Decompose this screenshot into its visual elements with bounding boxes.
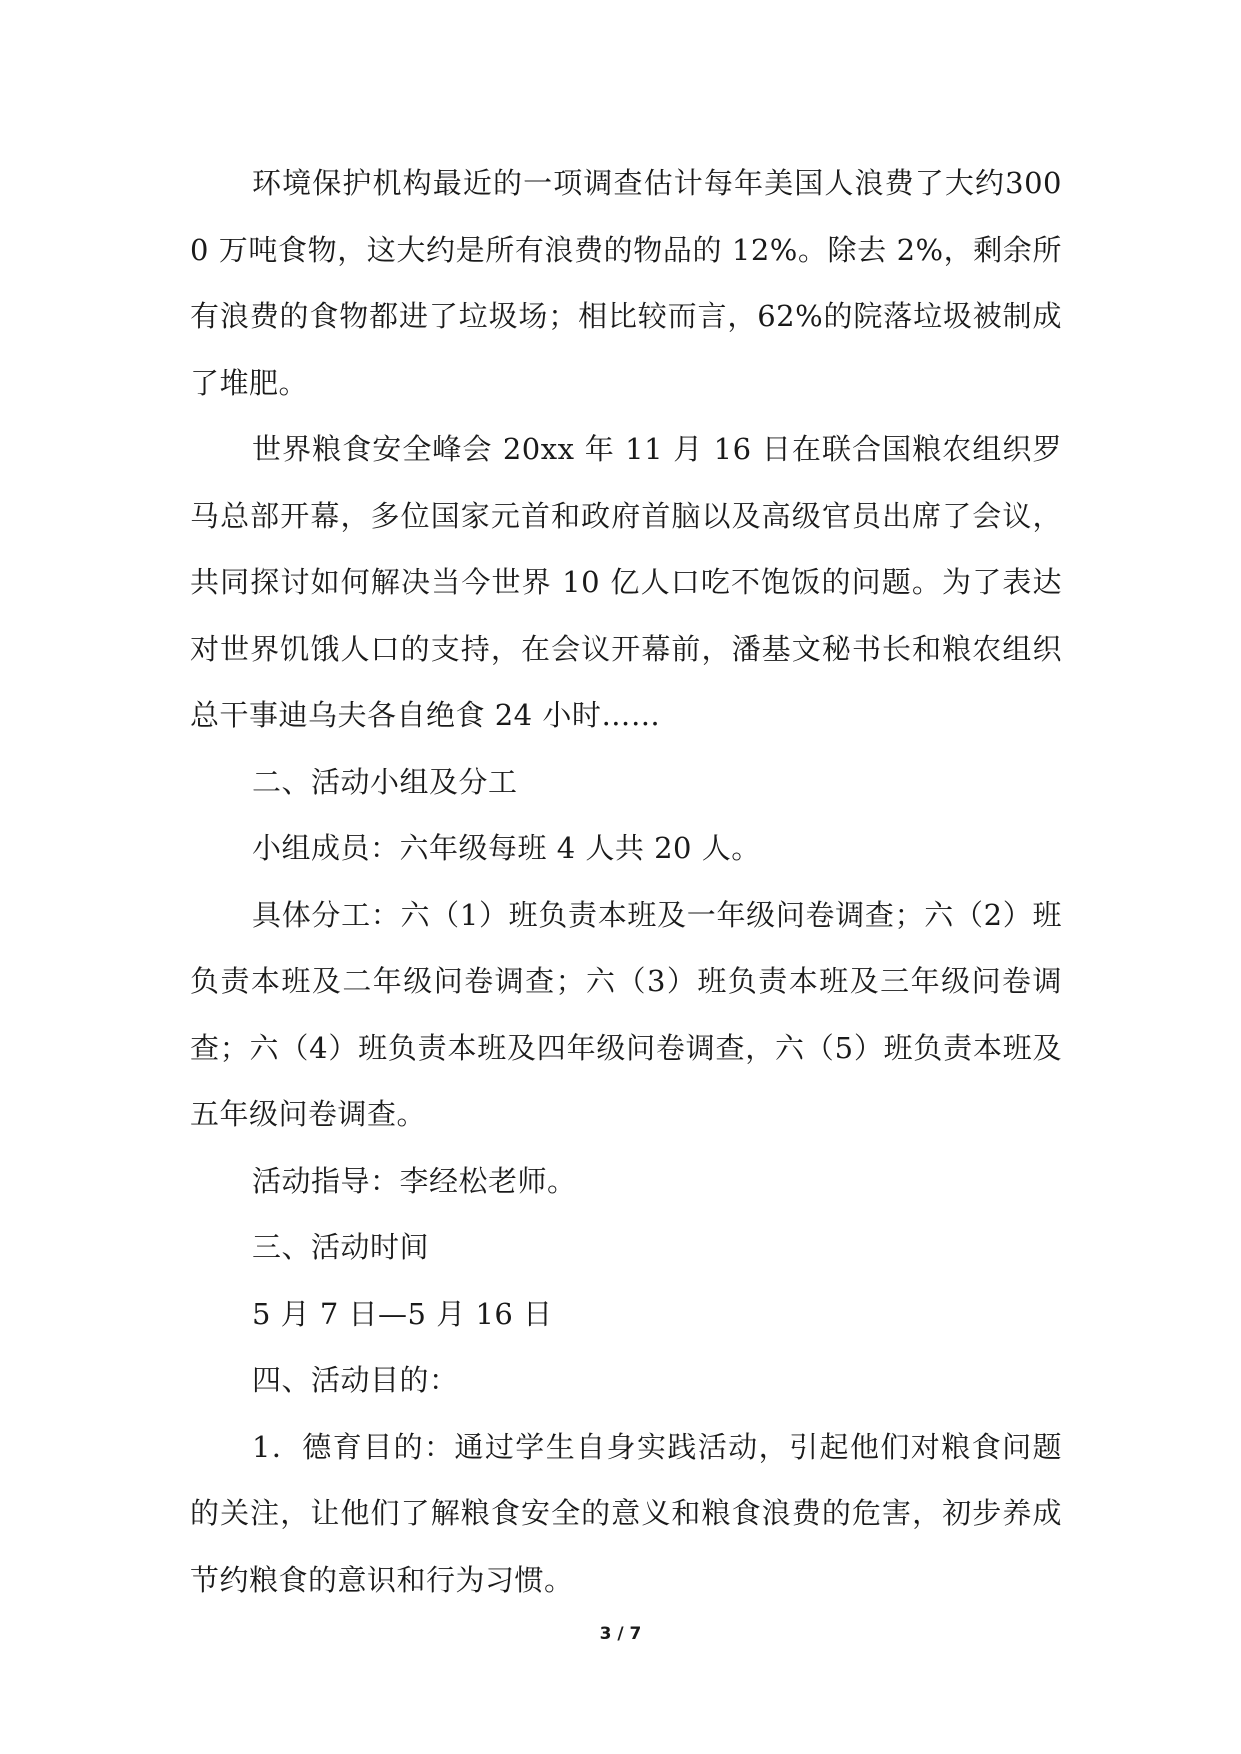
page-number: 3 / 7 [599, 1624, 642, 1644]
section-heading-groups: 二、活动小组及分工 [252, 764, 518, 799]
paragraph-moral-goal: 1．德育目的：通过学生自身实践活动，引起他们对粮食问题的关注，让他们了解粮食安全的意义和粮食浪费的危害，初步养成节约粮食的意识和行为习惯。 [190, 1429, 1062, 1597]
paragraph-activity-advisor: 活动指导：李经松老师。 [252, 1163, 577, 1198]
section-heading-goals: 四、活动目的： [252, 1363, 459, 1397]
paragraph-food-security-summit: 世界粮食安全峰会 20xx 年 11 月 16 日在联合国粮农组织罗马总部开幕，多位国家元首和政府首脑以及高级官员出席了会议，共同探讨如何解决当今世界 10 亿人口吃不饱饭的问题。为了表达对世界饥饿人口的支持，在会议开幕前，潘基文秘书长和粮农组织总干事迪乌夫各自绝食 24 小时…… [190, 432, 1062, 732]
paragraph-date-range: 5 月 7 日—5 月 16 日 [252, 1296, 553, 1331]
document-body [190, 150, 1062, 1613]
section-heading-time: 三、活动时间 [252, 1230, 430, 1264]
paragraph-survey-statistics: 环境保护机构最近的一项调查估计每年美国人浪费了大约3000 万吨食物，这大约是所有浪费的物品的 12%。除去 2%，剩余所有浪费的食物都进了垃圾场；相比较而言，62%的院落垃圾被制成了堆肥。 [190, 166, 1062, 400]
paragraph-task-division: 具体分工：六（1）班负责本班及一年级问卷调查；六（2）班负责本班及二年级问卷调查；六（3）班负责本班及三年级问卷调查；六（4）班负责本班及四年级问卷调查，六（5）班负责本班及五年级问卷调查。 [190, 897, 1062, 1131]
paragraph-group-members: 小组成员：六年级每班 4 人共 20 人。 [252, 831, 761, 865]
